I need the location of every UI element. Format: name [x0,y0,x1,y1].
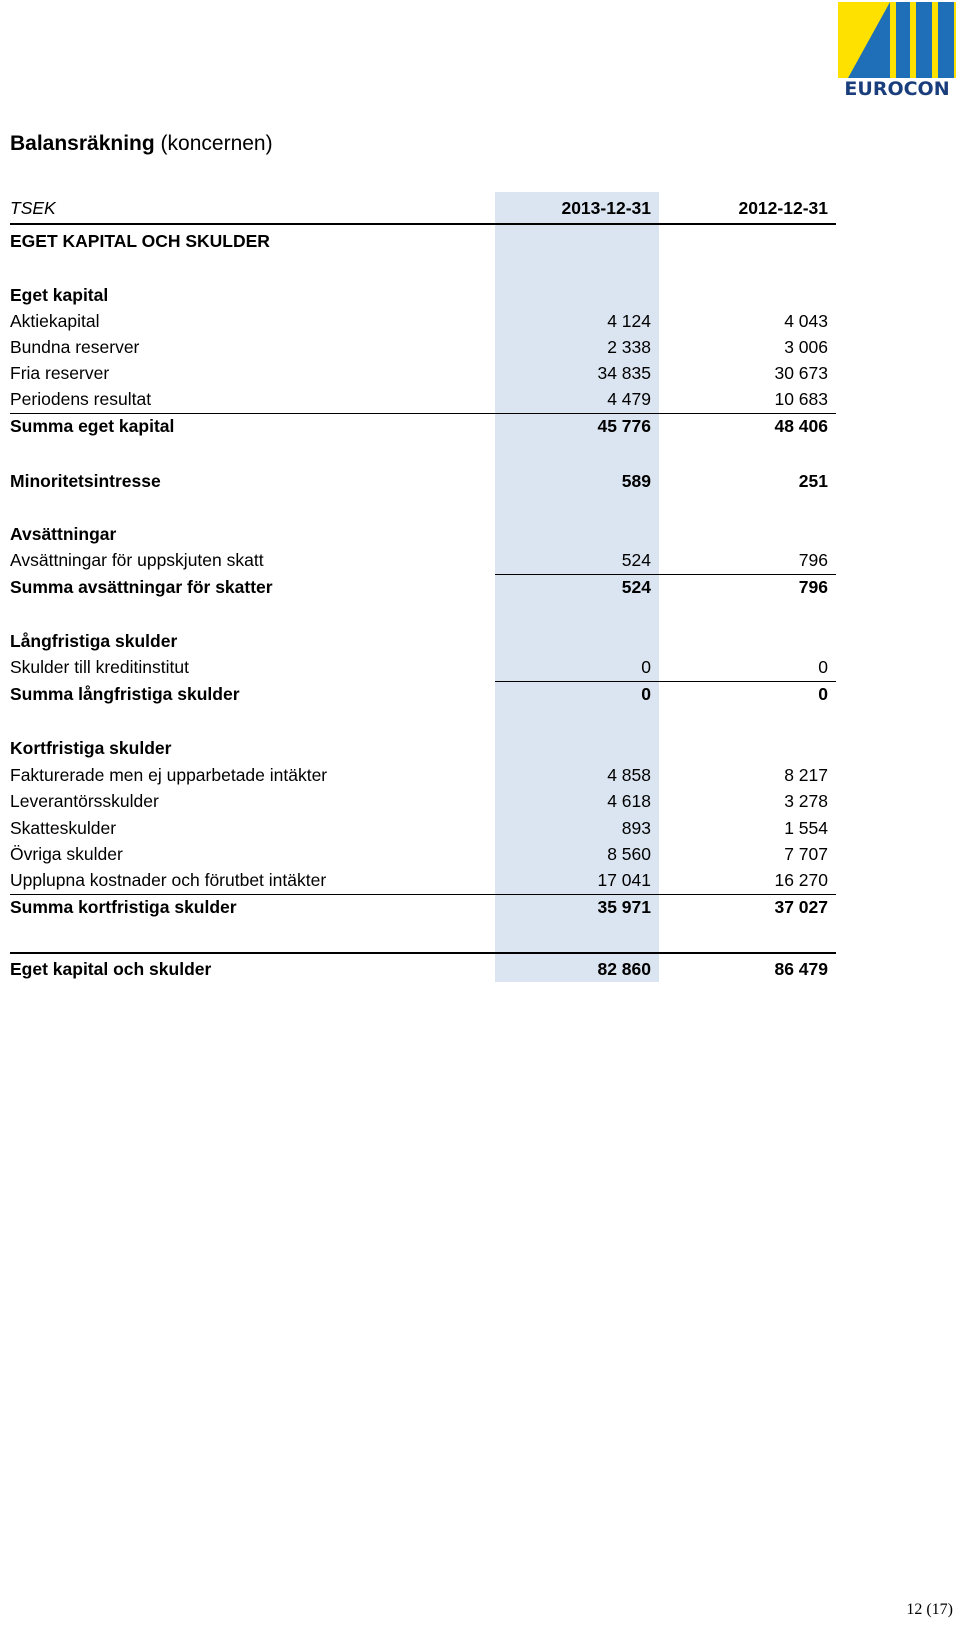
header-unit: TSEK [10,198,56,218]
table-row [10,308,836,334]
row-value-2012: 0 [818,657,828,677]
logo-text: EUROCON [844,78,950,100]
row-value-2012: 4 043 [784,311,828,331]
row-value-2013: 893 [621,818,651,838]
eurocon-logo [838,2,956,100]
row-label: Summa kortfristiga skulder [10,897,237,917]
table-row [10,788,836,814]
row-value-2012: 1 554 [784,818,828,838]
row-value-2013: 4 858 [607,765,651,785]
row-label: Aktiekapital [10,311,100,331]
row-value-2012: 37 027 [774,897,828,917]
row-value-2013: 4 479 [607,389,651,409]
row-value-2013: 4 618 [607,791,651,811]
row-label: Eget kapital [10,285,109,305]
row-value-2012: 251 [798,471,828,491]
row-value-2013: 0 [641,684,651,704]
header-rule [10,223,836,225]
table-row [10,735,836,761]
row-label: Leverantörsskulder [10,791,159,811]
row-value-2012: 796 [798,550,828,570]
row-label: Eget kapital och skulder [10,959,212,979]
row-label: Avsättningar [10,524,117,544]
row-label: Periodens resultat [10,389,152,409]
row-label: Avsättningar för uppskjuten skatt [10,550,264,570]
total-rule [10,952,836,954]
row-value-2013: 0 [641,657,651,677]
row-value-2013: 524 [621,577,651,597]
row-value-2012: 30 673 [774,363,828,383]
row-value-2012: 0 [818,684,828,704]
table-row [10,386,836,412]
row-label: Övriga skulder [10,844,123,864]
table-row [10,894,836,920]
table-row [10,654,836,680]
row-label: Bundna reserver [10,337,140,357]
row-value-2012: 10 683 [774,389,828,409]
row-value-2012: 3 006 [784,337,828,357]
row-value-2013: 35 971 [597,897,651,917]
table-header [10,195,836,221]
title-rest: (koncernen) [154,132,273,155]
row-value-2013: 45 776 [597,416,651,436]
table-row [10,867,836,893]
table-row [10,628,836,654]
row-label: Upplupna kostnader och förutbet intäkter [10,870,327,890]
table-row [10,574,836,600]
table-row [10,413,836,439]
table-row [10,360,836,386]
page-title [10,132,273,156]
table-row [10,228,836,254]
row-label: Minoritetsintresse [10,471,161,491]
row-label: Summa långfristiga skulder [10,684,240,704]
row-value-2012: 86 479 [774,959,828,979]
title-bold: Balansräkning [10,132,155,155]
row-value-2012: 3 278 [784,791,828,811]
table-row [10,762,836,788]
header-col-2012: 2012-12-31 [738,198,828,218]
header-col-2013: 2013-12-31 [561,198,651,218]
row-value-2013: 17 041 [597,870,651,890]
row-label: Summa eget kapital [10,416,175,436]
row-label: Långfristiga skulder [10,631,178,651]
row-value-2012: 8 217 [784,765,828,785]
logo-graphic [838,2,956,78]
row-value-2013: 82 860 [597,959,651,979]
row-value-2013: 2 338 [607,337,651,357]
table-row [10,815,836,841]
row-value-2013: 34 835 [597,363,651,383]
table-row-total [10,956,836,982]
row-label: Summa avsättningar för skatter [10,577,273,597]
row-value-2013: 589 [621,471,651,491]
page-number: 12 (17) [906,1601,953,1618]
row-value-2012: 16 270 [774,870,828,890]
row-label: Fakturerade men ej upparbetade intäkter [10,765,328,785]
row-value-2013: 524 [621,550,651,570]
row-label: Skatteskulder [10,818,117,838]
row-value-2013: 4 124 [607,311,651,331]
row-value-2012: 7 707 [784,844,828,864]
row-value-2013: 8 560 [607,844,651,864]
row-value-2012: 796 [798,577,828,597]
table-row [10,334,836,360]
row-label: Kortfristiga skulder [10,738,172,758]
table-row [10,841,836,867]
row-label: EGET KAPITAL OCH SKULDER [10,231,270,251]
table-row [10,282,836,308]
row-value-2012: 48 406 [774,416,828,436]
row-label: Fria reserver [10,363,110,383]
table-row [10,468,836,494]
row-label: Skulder till kreditinstitut [10,657,189,677]
table-row [10,681,836,707]
table-row [10,521,836,547]
table-row [10,547,836,573]
